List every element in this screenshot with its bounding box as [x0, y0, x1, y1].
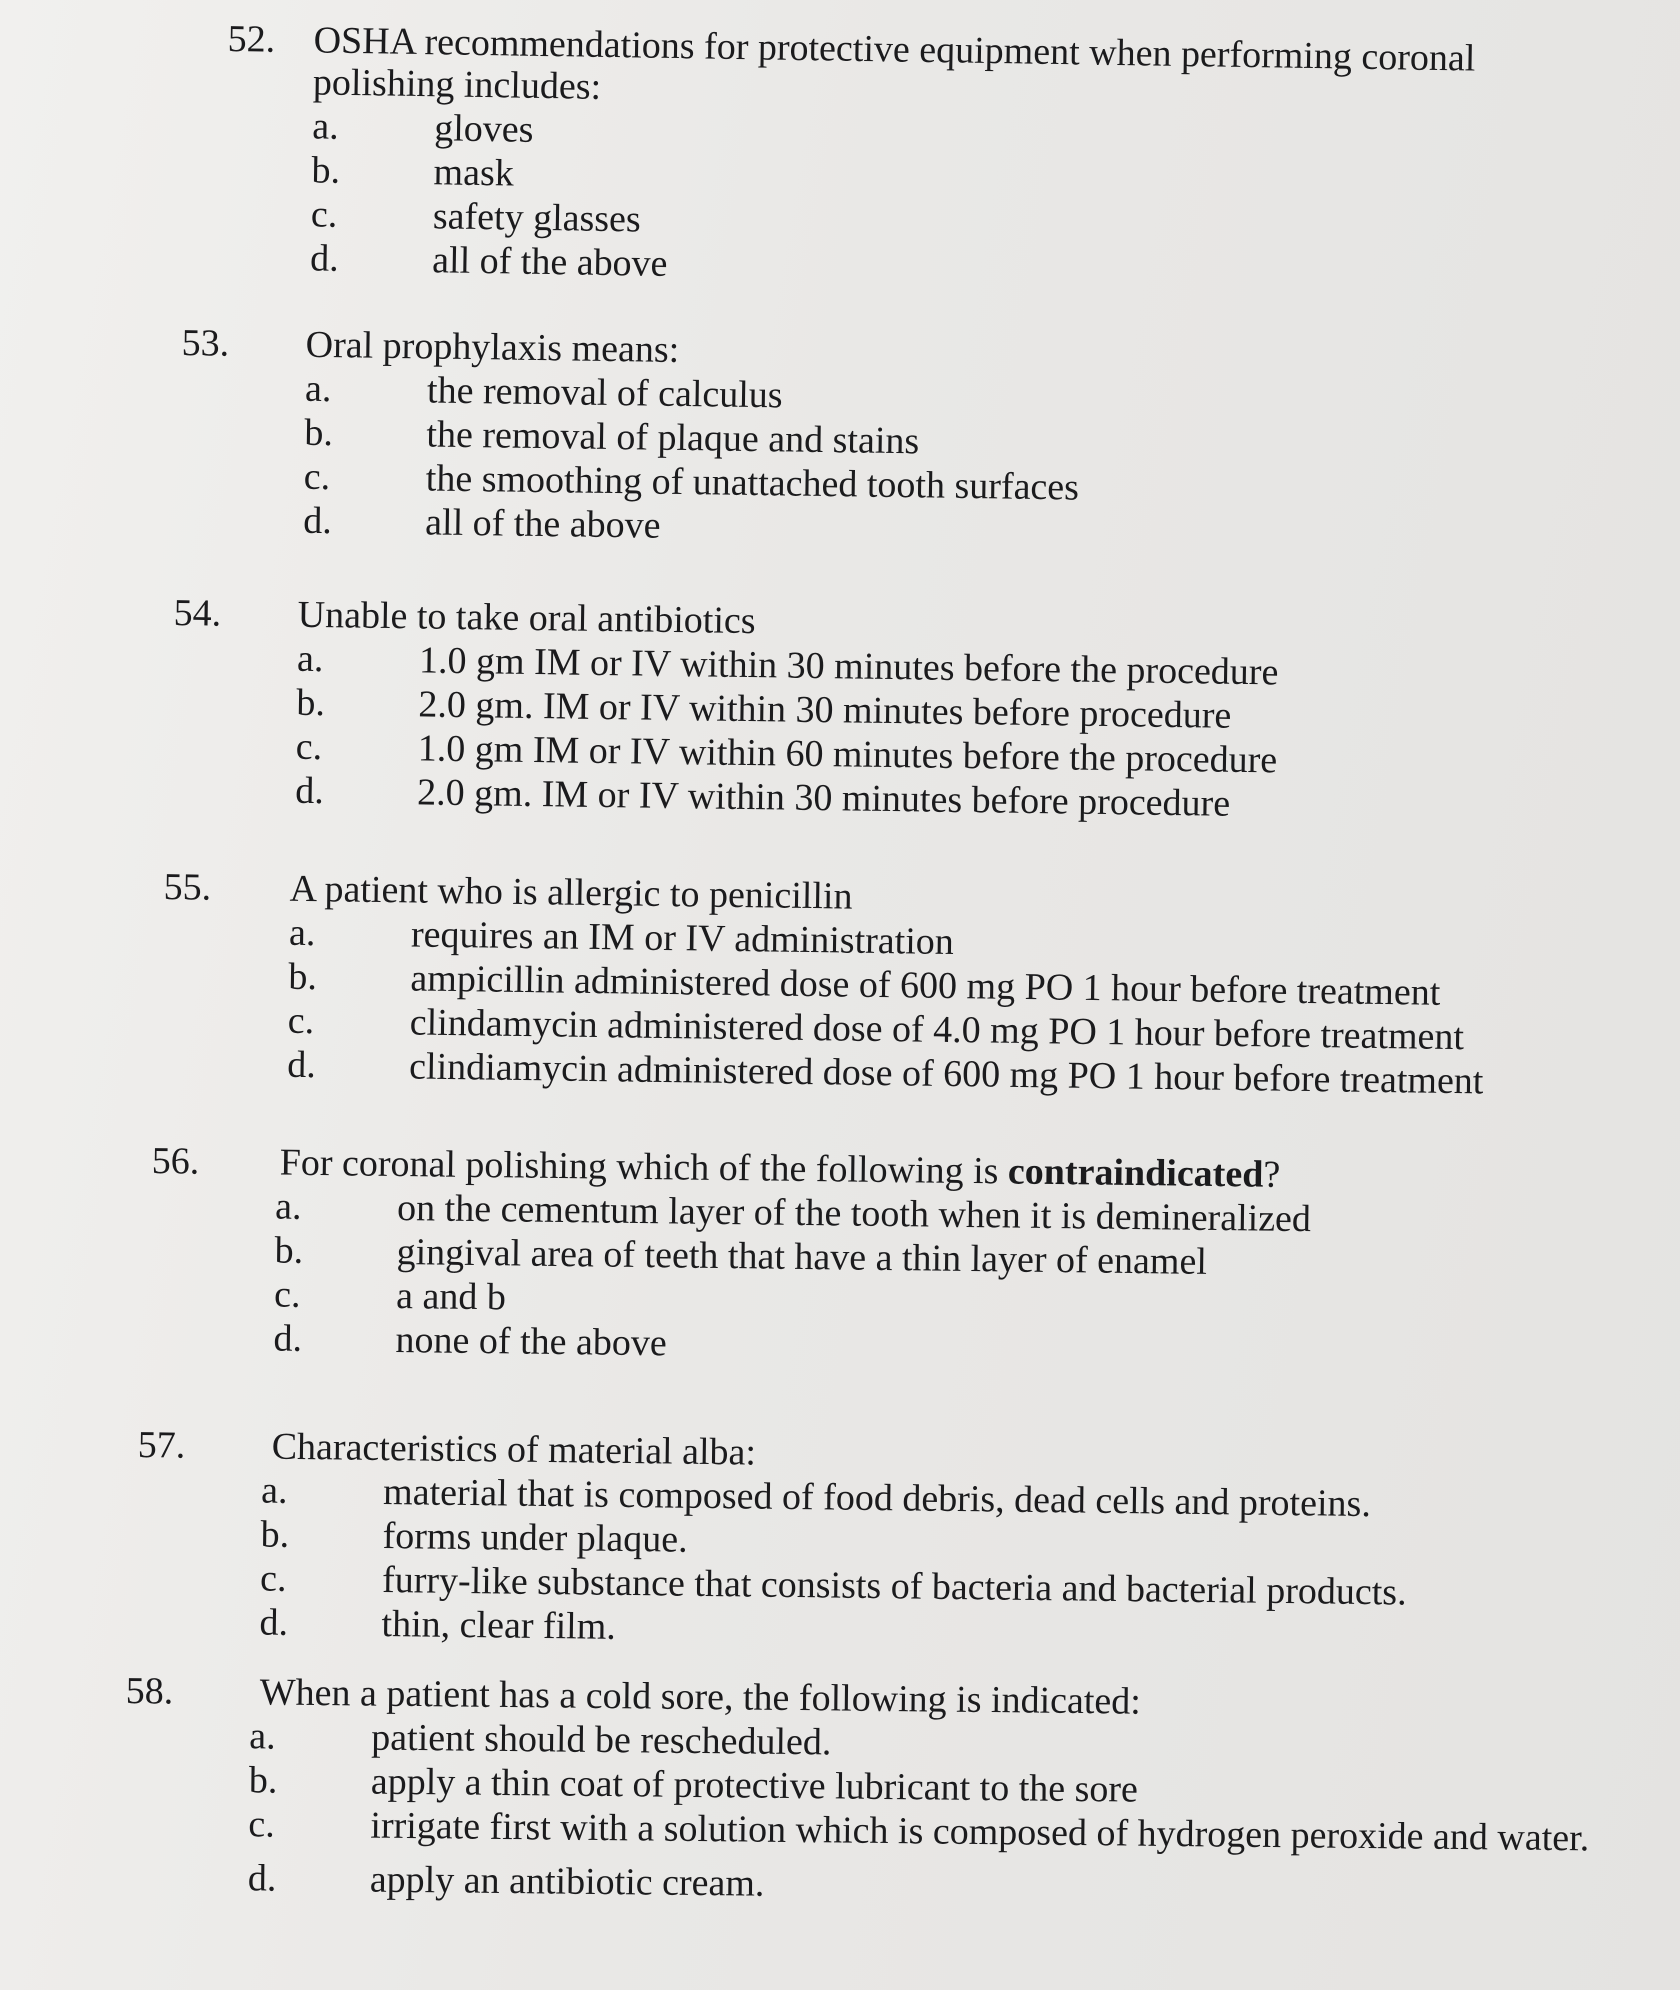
- question-56: [149, 1140, 1311, 1374]
- option-letter: b.: [304, 411, 334, 455]
- option-text: thin, clear film.: [381, 1602, 617, 1648]
- option-text: 1.0 gm IM or IV within 30 minutes before the procedure: [418, 639, 1279, 694]
- option-text: safety glasses: [432, 195, 642, 241]
- option-text: gingival area of teeth that have a thin layer of enamel: [396, 1230, 1208, 1283]
- option-text: the removal of plaque and stains: [426, 413, 920, 463]
- option-text: clindiamycin administered dose of 600 mg PO 1 hour before treatment: [408, 1045, 1484, 1103]
- option-letter: b.: [296, 681, 326, 725]
- option-text: apply an antibiotic cream.: [369, 1858, 765, 1905]
- option-letter: d.: [309, 237, 340, 280]
- option-letter: c.: [295, 725, 323, 769]
- answer-options: [259, 1470, 1408, 1660]
- option-text: 1.0 gm IM or IV within 60 minutes before the procedure: [417, 727, 1278, 782]
- question-53: [179, 322, 1081, 555]
- question-text-part: For coronal polishing which of the following is: [279, 1141, 1009, 1193]
- option-letter: a.: [288, 911, 316, 955]
- option-text: material that is composed of food debris, dead cells and proteins.: [382, 1471, 1372, 1526]
- option-text: none of the above: [395, 1318, 667, 1365]
- question-text-part: ?: [1263, 1153, 1281, 1196]
- answer-option-d[interactable]: [248, 1857, 1620, 1915]
- option-letter: c.: [287, 999, 315, 1043]
- option-text: all of the above: [424, 501, 661, 547]
- answer-options: [295, 638, 1279, 828]
- option-text: mask: [433, 151, 515, 195]
- option-text: gloves: [433, 107, 534, 151]
- option-letter: b.: [274, 1229, 304, 1272]
- question-text: Characteristics of material alba:: [271, 1425, 757, 1474]
- option-text: the smoothing of unattached tooth surfaces: [425, 457, 1080, 509]
- answer-options: [287, 912, 1486, 1105]
- option-text: forms under plaque.: [382, 1514, 688, 1561]
- question-57: [135, 1424, 1408, 1660]
- option-text: on the cementum layer of the tooth when it is demineralized: [396, 1187, 1312, 1241]
- option-letter: a.: [260, 1469, 288, 1512]
- option-text: 2.0 gm. IM or IV within 30 minutes before procedure: [416, 771, 1231, 825]
- option-letter: b.: [260, 1513, 290, 1556]
- option-text: a and b: [395, 1274, 507, 1319]
- question-58: [124, 1670, 1622, 1916]
- question-number: 52.: [227, 18, 276, 61]
- option-text: apply a thin coat of protective lubricant to the sore: [370, 1760, 1139, 1811]
- question-text: Unable to take oral antibiotics: [297, 593, 756, 643]
- option-letter: c.: [259, 1557, 287, 1600]
- option-text: patient should be rescheduled.: [371, 1716, 832, 1764]
- question-number: 53.: [181, 322, 230, 365]
- option-letter: d.: [247, 1857, 277, 1900]
- option-text: the removal of calculus: [426, 369, 783, 417]
- answer-options: [273, 1186, 1311, 1375]
- option-letter: b.: [311, 149, 341, 192]
- option-letter: b.: [248, 1759, 278, 1802]
- option-text: requires an IM or IV administration: [410, 913, 955, 964]
- option-letter: a.: [249, 1715, 276, 1758]
- option-letter: d.: [286, 1043, 317, 1087]
- question-text: A patient who is allergic to penicillin: [289, 867, 853, 918]
- question-number: 56.: [151, 1140, 200, 1183]
- option-letter: d.: [259, 1601, 289, 1644]
- answer-option-d[interactable]: [303, 500, 1079, 555]
- question-text: OSHA recommendations for protective equipment when performing coronal polishing includes:: [312, 19, 1476, 108]
- emphasized-word: contraindicated: [1007, 1150, 1264, 1196]
- question-text: When a patient has a cold sore, the following is indicated:: [259, 1671, 1142, 1723]
- question-55: [161, 866, 1486, 1104]
- option-text: ampicillin administered dose of 600 mg PO 1 hour before treatment: [410, 957, 1441, 1014]
- option-text: all of the above: [431, 239, 668, 285]
- question-54: [171, 592, 1279, 827]
- question-number: 54.: [173, 592, 222, 635]
- option-letter: c.: [303, 455, 331, 499]
- option-text: 2.0 gm. IM or IV within 30 minutes before procedure: [418, 683, 1232, 737]
- option-letter: c.: [273, 1273, 301, 1316]
- question-number: 57.: [137, 1424, 186, 1467]
- option-text: irrigate first with a solution which is composed of hydrogen peroxide and water.: [370, 1804, 1590, 1860]
- option-letter: d.: [294, 769, 325, 813]
- option-letter: a.: [311, 105, 340, 148]
- question-text: Oral prophylaxis means:: [305, 323, 680, 371]
- option-text: clindamycin administered dose of 4.0 mg PO 1 hour before treatment: [409, 1001, 1465, 1059]
- question-number: 58.: [125, 1670, 174, 1713]
- answer-options: [310, 105, 1593, 301]
- answer-options: [303, 368, 1081, 555]
- option-letter: c.: [310, 193, 338, 236]
- option-letter: d.: [273, 1317, 303, 1360]
- option-letter: d.: [302, 499, 333, 543]
- option-letter: b.: [288, 955, 318, 999]
- option-letter: a.: [296, 637, 324, 681]
- option-text: furry-like substance that consists of bacteria and bacterial products.: [381, 1558, 1407, 1614]
- option-letter: c.: [248, 1803, 275, 1846]
- option-letter: a.: [304, 367, 332, 411]
- question-number: 55.: [163, 866, 212, 909]
- option-letter: a.: [274, 1185, 302, 1228]
- question-52: [224, 18, 1594, 301]
- answer-options: [248, 1715, 1622, 1915]
